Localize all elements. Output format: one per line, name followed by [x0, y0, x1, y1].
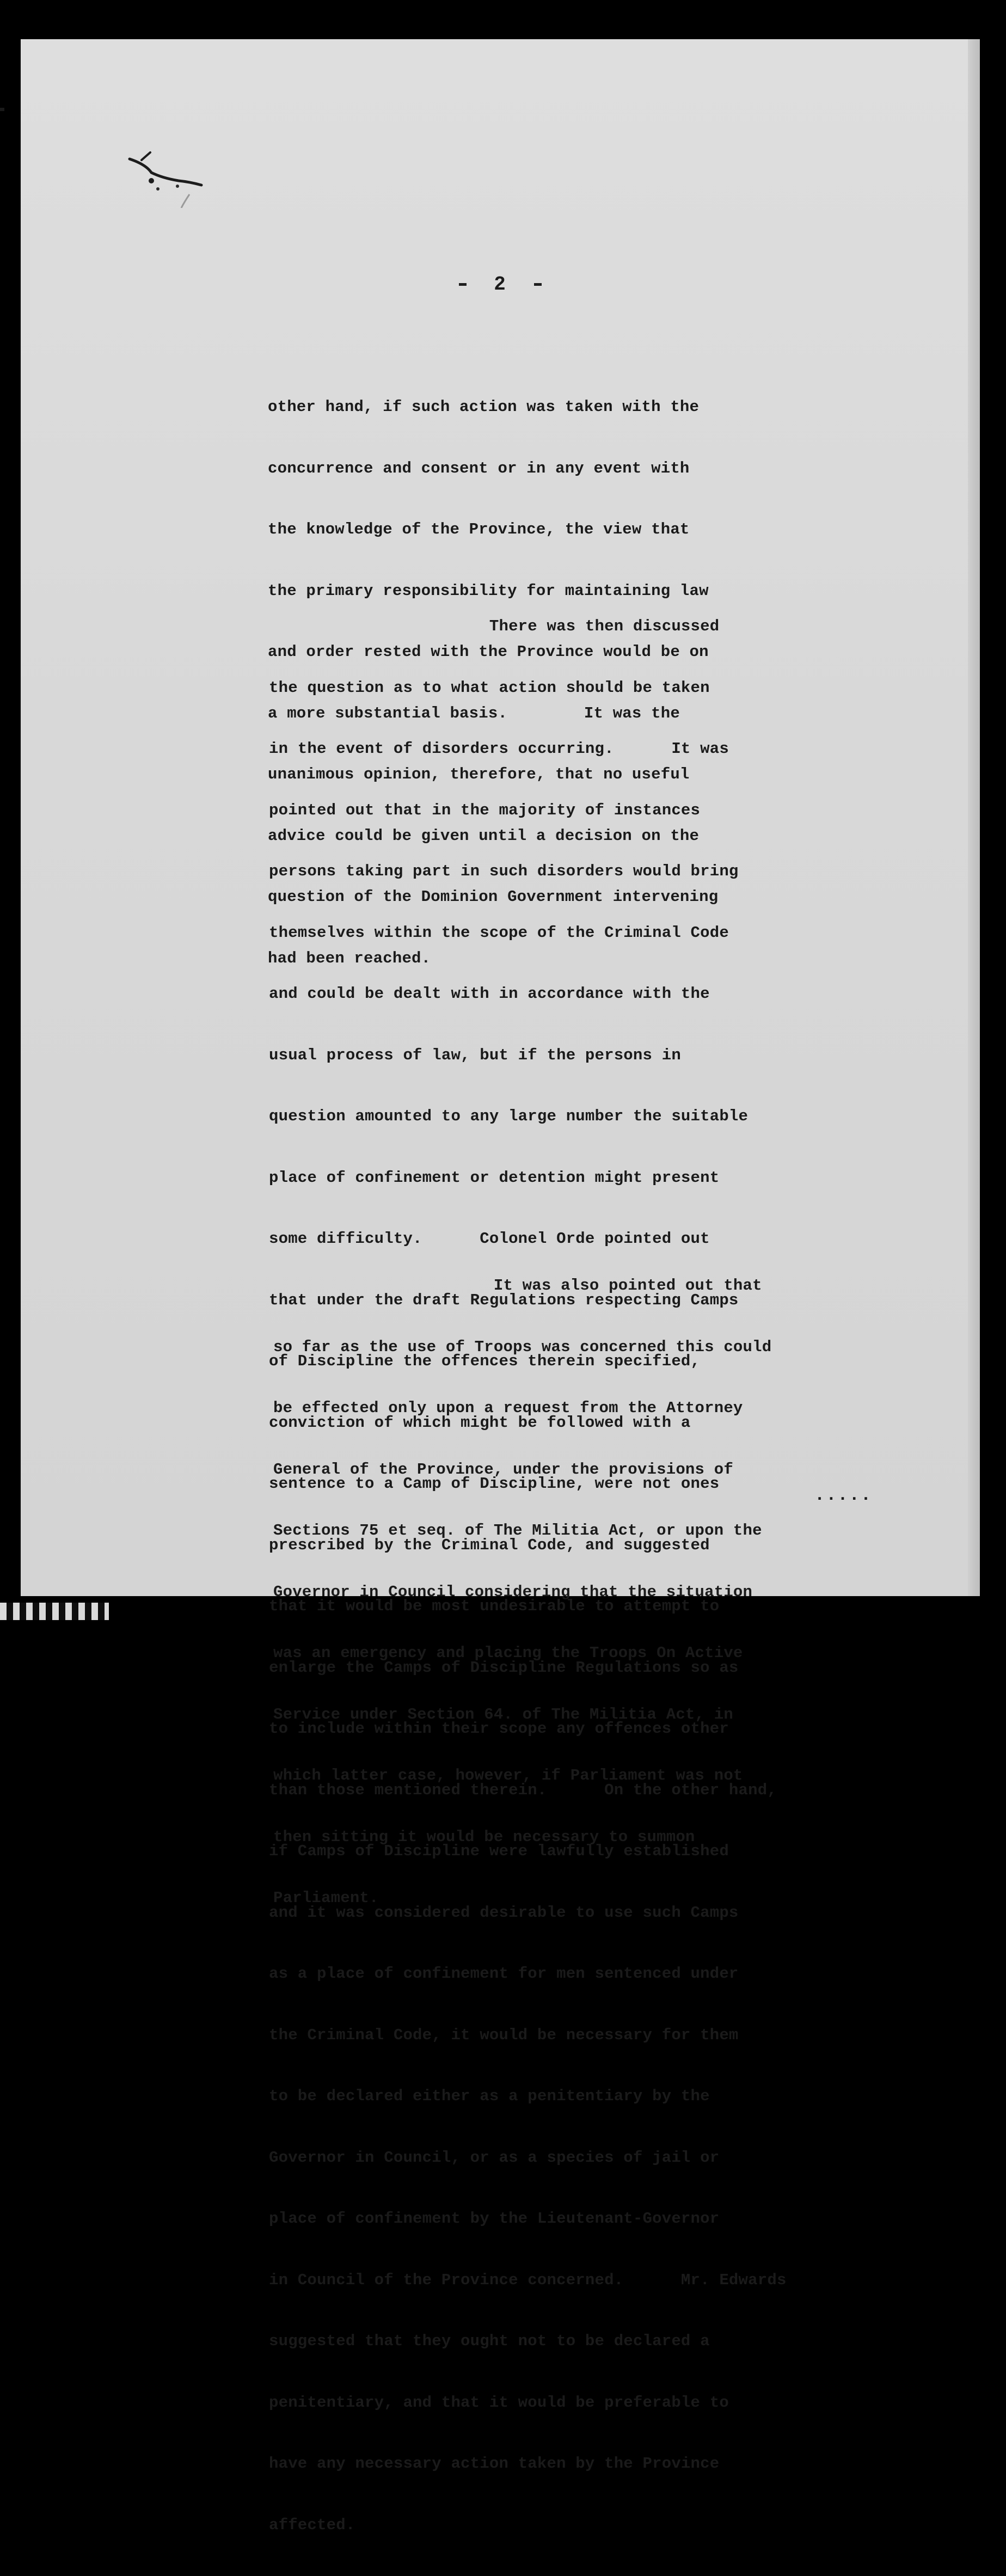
text-line: pointed out that in the majority of instances: [269, 801, 701, 819]
continuation-dots: .....: [814, 1485, 873, 1505]
text-line: if Camps of Discipline were lawfully established: [269, 1842, 729, 1860]
text-line: had been reached.: [268, 949, 431, 967]
text-line: prescribed by the Criminal Code, and suggested: [269, 1536, 710, 1554]
text-line: as a place of confinement for men sentenced under: [269, 1965, 739, 1983]
text-line: that under the draft Regulations respecting Camps: [269, 1291, 739, 1309]
text-line: be effected only upon a request from the Attorney: [273, 1399, 743, 1417]
text-line: that it would be most undesirable to attempt to: [269, 1597, 720, 1615]
text-line: unanimous opinion, therefore, that no useful: [268, 765, 690, 783]
page-number-header: [21, 273, 980, 296]
text-line: question of the Dominion Government intervening: [268, 888, 719, 906]
text-line: and order rested with the Province would be on: [268, 643, 709, 661]
text-line: have any necessary action taken by the Province: [269, 2455, 720, 2473]
text-line: to be declared either as a penitentiary by the: [269, 2087, 710, 2105]
page-edge-shadow: [968, 39, 980, 1596]
text-line: the Criminal Code, it would be necessary for them: [269, 2026, 739, 2044]
text-line: which latter case, however, if Parliament was not: [273, 1767, 743, 1784]
dash-right: [534, 283, 542, 286]
text-line: of Discipline the offences therein specified,: [269, 1352, 701, 1370]
text-line: penitentiary, and that it would be preferable to: [269, 2393, 729, 2412]
text-line: sentence to a Camp of Discipline, were not ones: [269, 1475, 720, 1493]
text-line: then sitting it would be necessary to summon: [273, 1827, 695, 1846]
text-line: question amounted to any large number the suitable: [269, 1107, 749, 1125]
text-line: was an emergency and placing the Troops On Active: [273, 1644, 743, 1662]
text-line: the knowledge of the Province, the view that: [268, 520, 690, 538]
text-line: concurrence and consent or in any event with: [268, 459, 690, 477]
paragraph-3: [273, 1235, 771, 1949]
page-number: 2: [494, 273, 507, 296]
text-line: There was then discussed: [269, 617, 720, 635]
text-line: and could be dealt with in accordance with the: [269, 985, 710, 1003]
text-line: Governor in Council considering that the situation: [273, 1583, 753, 1601]
text-line: affected.: [269, 2516, 355, 2534]
text-line: in the event of disorders occurring. It was: [269, 740, 729, 758]
text-line: persons taking part in such disorders would bring: [269, 862, 739, 880]
text-line: Service under Section 64. of The Militia Act, in: [273, 1705, 733, 1724]
text-line: suggested that they ought not to be declared a: [269, 2332, 710, 2350]
text-line: It was also pointed out that: [273, 1277, 762, 1295]
text-line: Sections 75 et seq. of The Militia Act, or upon the: [273, 1522, 762, 1540]
text-line: usual process of law, but if the persons in: [269, 1046, 681, 1064]
margin-mark: [0, 108, 4, 111]
text-line: advice could be given until a decision on the: [268, 826, 700, 845]
text-line: themselves within the scope of the Criminal Code: [269, 923, 729, 942]
text-line: so far as the use of Troops was concerned this could: [273, 1338, 772, 1356]
text-line: the primary responsibility for maintaining law: [268, 581, 709, 600]
document-page: [21, 39, 980, 2534]
text-line: in Council of the Province concerned. Mr. Edwards: [269, 2271, 787, 2289]
film-strip-edge: [0, 1603, 109, 1620]
text-line: the question as to what action should be taken: [269, 678, 710, 697]
text-line: Parliament.: [273, 1889, 379, 1907]
ink-smudge-mark: [108, 99, 217, 208]
text-line: General of the Province, under the provisions of: [273, 1460, 733, 1479]
text-line: and it was considered desirable to use such Camps: [269, 1903, 739, 1922]
text-line: place of confinement or detention might present: [269, 1168, 720, 1187]
text-line: conviction of which might be followed with a: [269, 1413, 691, 1432]
dash-left: [459, 283, 467, 286]
text-line: place of confinement by the Lieutenant-Governor: [269, 2210, 720, 2228]
text-line: Governor in Council, or as a species of jail or: [269, 2148, 720, 2167]
text-line: to include within their scope any offences other: [269, 1720, 729, 1738]
text-line: some difficulty. Colonel Orde pointed out: [269, 1230, 710, 1248]
text-line: than those mentioned therein. On the other hand,: [269, 1781, 777, 1799]
text-line: a more substantial basis. It was the: [268, 704, 680, 722]
text-line: enlarge the Camps of Discipline Regulations so as: [269, 1658, 739, 1677]
text-line: other hand, if such action was taken with the: [268, 398, 700, 416]
